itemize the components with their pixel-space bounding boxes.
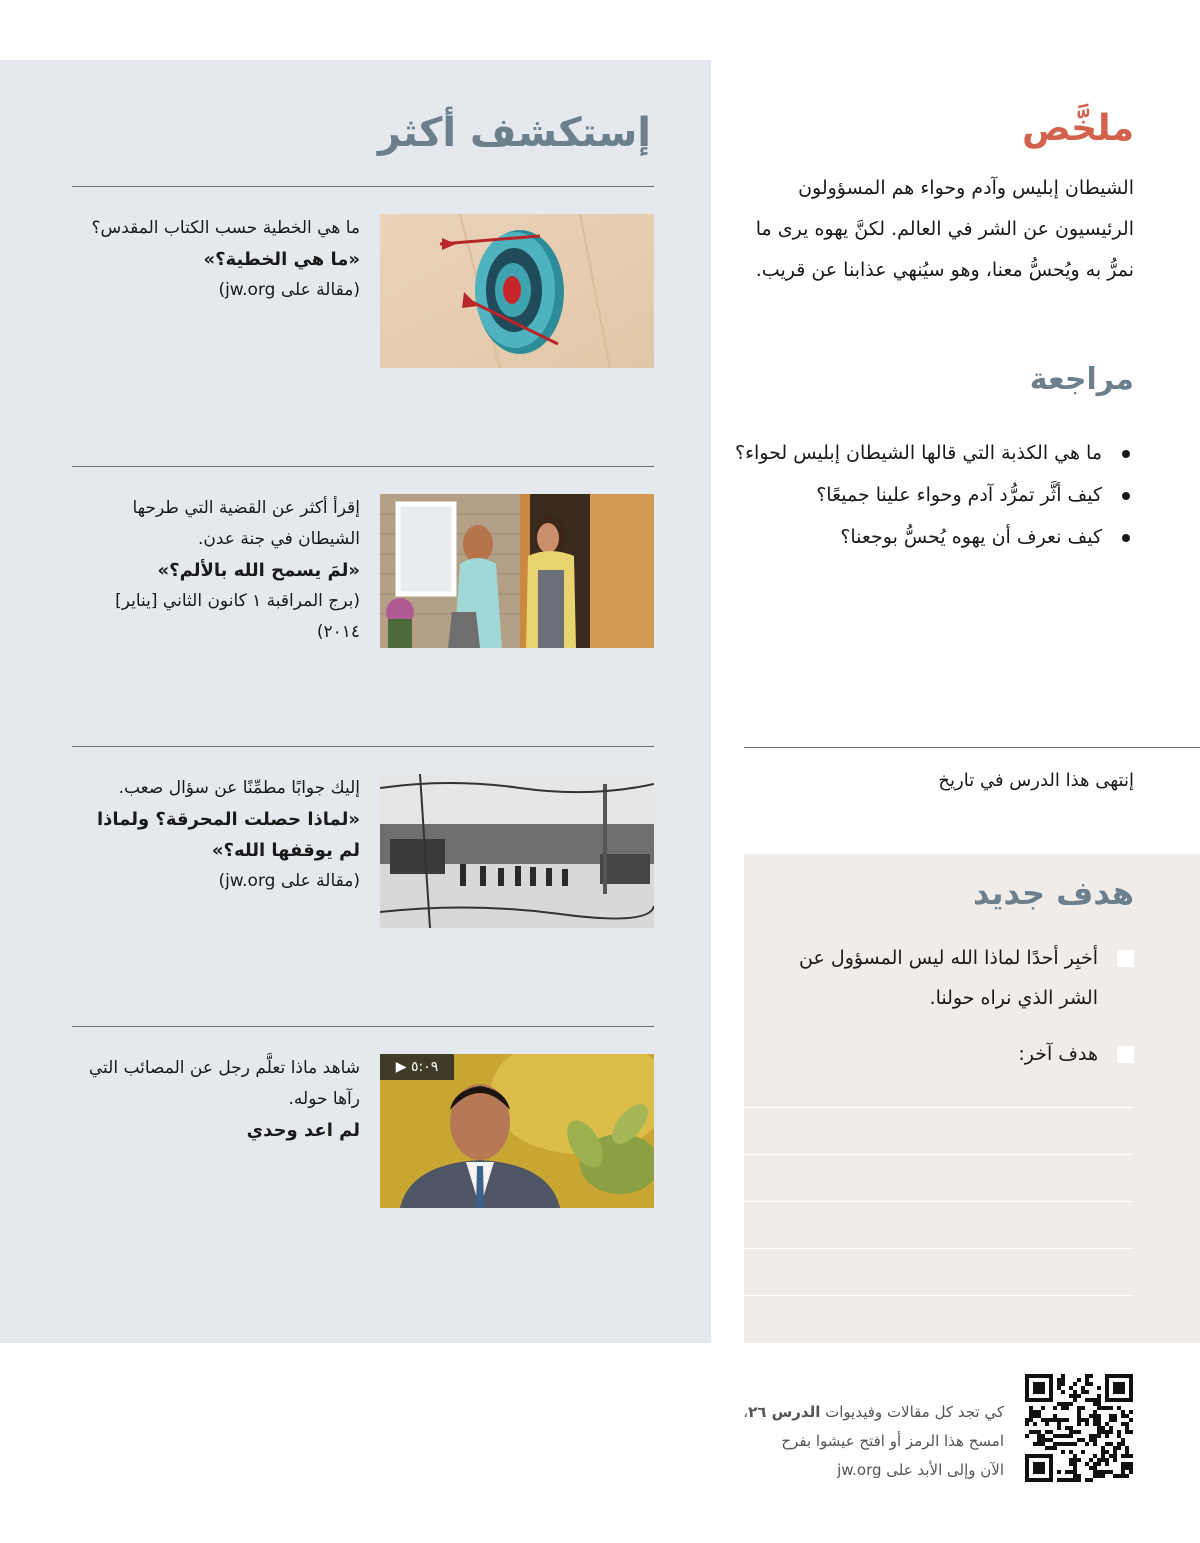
section-divider <box>744 747 1200 748</box>
goal-text: هدف آخر: <box>1018 1043 1098 1065</box>
resource-item-4 <box>72 1053 360 1146</box>
resource-divider <box>72 746 654 747</box>
review-question: كيف نعرف أن يهوه يُحسُّ بوجعنا؟ <box>732 517 1102 558</box>
goal-write-line[interactable] <box>744 1295 1133 1296</box>
resource-description: ما هي الخطية حسب الكتاب المقدس؟ <box>91 218 360 238</box>
footer-link[interactable]: الآن وإلى الأبد على jw.org <box>837 1461 1004 1479</box>
lesson-finished-date-label: إنتهى هذا الدرس في تاريخ <box>938 770 1134 791</box>
resource-link-title[interactable]: «لماذا حصلت المحرقة؟ ولماذا لم يوقفها الله؟» <box>96 809 360 861</box>
resource-divider <box>72 466 654 467</box>
video-duration-badge <box>380 1054 454 1080</box>
goal-write-line[interactable] <box>744 1201 1133 1202</box>
resource-source: (مقالة على jw.org) <box>218 871 360 891</box>
explore-more-panel <box>0 60 711 1343</box>
goal-write-line[interactable] <box>744 1154 1133 1155</box>
summary-title: ملخَّص <box>1021 108 1134 149</box>
resource-source: (برج المراقبة ١ كانون الثاني [يناير] ٢٠١٤) <box>115 591 360 642</box>
review-question: كيف أثَّر تمرُّد آدم وحواء علينا جميعًا؟ <box>732 475 1102 516</box>
doorstep-conversation-image[interactable] <box>380 494 654 648</box>
review-list <box>732 433 1130 559</box>
resource-item-1 <box>72 213 360 306</box>
video-thumbnail[interactable] <box>380 1054 654 1208</box>
resource-description: إليك جوابًا مطمِّنًا عن سؤال صعب. <box>118 778 360 798</box>
goal-text: أخبِر أحدًا لماذا الله ليس المسؤول عن الشر الذي نراه حولنا. <box>799 947 1098 1009</box>
summary-text: الشيطان إبليس وآدم وحواء هم المسؤولون الرئيسيون عن الشر في العالم. لكنَّ يهوه يرى ما نمرُّ به ويُحسُّ معنا، وهو سيُنهي عذابنا عن قريب. <box>755 177 1134 281</box>
resource-item-2 <box>72 493 360 648</box>
footer-note: كي تجد كل مقالات وفيديوات الدرس ٢٦، امسح هذا الرمز أو افتح عيشوا بفرح الآن وإلى الأبد على jw.org <box>484 1398 1004 1485</box>
new-goal-panel <box>744 854 1200 1343</box>
video-duration: ٥:٠٩ <box>410 1059 439 1075</box>
review-title: مراجعة <box>1029 362 1134 397</box>
explore-more-title: إستكشف أكثر <box>377 110 651 156</box>
resource-link-title[interactable]: «لمَ يسمح الله بالألم؟» <box>157 560 360 581</box>
resource-item-3 <box>72 773 360 897</box>
concentration-camp-image[interactable] <box>380 774 654 928</box>
qr-code-icon[interactable] <box>1025 1374 1133 1482</box>
resource-description: إقرأ أكثر عن القضية التي طرحها الشيطان في جنة عدن. <box>132 498 360 549</box>
goal-item <box>764 1034 1134 1074</box>
review-question: ما هي الكذبة التي قالها الشيطان إبليس لحواء؟ <box>732 433 1102 474</box>
resource-source: (مقالة على jw.org) <box>218 280 360 300</box>
new-goal-title: هدف جديد <box>972 874 1134 912</box>
resource-link-title[interactable]: «ما هي الخطية؟» <box>203 249 360 270</box>
play-icon[interactable]: ▶ <box>395 1059 407 1075</box>
resource-description: شاهد ماذا تعلَّم رجل عن المصائب التي رآها حوله. <box>88 1058 360 1109</box>
target-arrows-image[interactable] <box>380 214 654 368</box>
resource-divider <box>72 1026 654 1027</box>
resource-link-title[interactable]: لم اعد وحدي <box>246 1120 360 1141</box>
goal-checkbox[interactable] <box>1117 950 1134 967</box>
lesson-reference: الدرس ٢٦ <box>748 1403 821 1421</box>
goal-item <box>764 938 1134 1018</box>
goal-checkbox[interactable] <box>1117 1046 1134 1063</box>
goal-write-line[interactable] <box>744 1248 1133 1249</box>
resource-divider <box>72 186 654 187</box>
goal-write-line[interactable] <box>744 1107 1133 1108</box>
